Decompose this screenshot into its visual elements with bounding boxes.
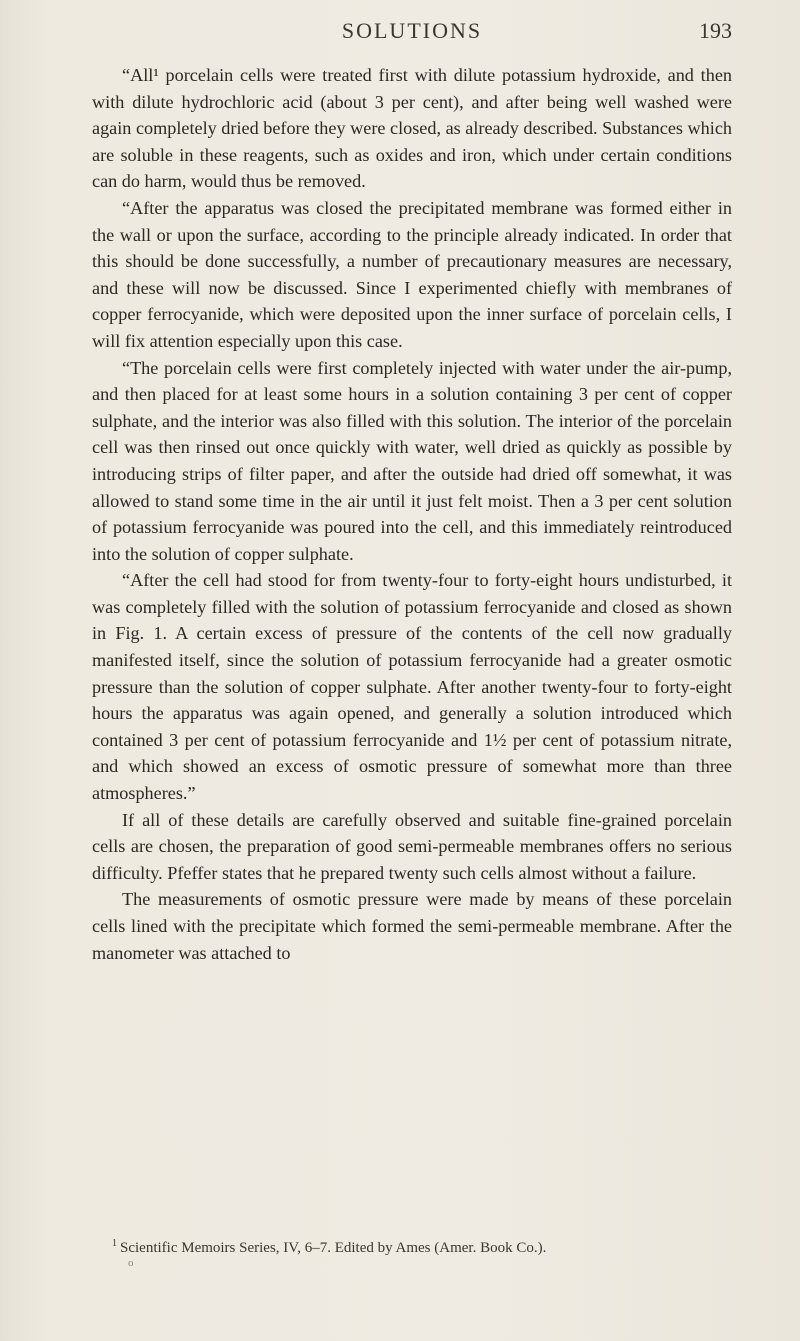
paragraph-1: “All¹ porcelain cells were treated first with dilute potassium hydroxide, and then with dilute hydrochloric acid (about 3 per cent), and after being well washed were again completely dried before they were closed, as already described. Substances which are soluble in these reagents, such as oxides and iron, which under certain conditions can do harm, would thus be removed. (92, 65, 732, 192)
page-header (92, 18, 732, 48)
stray-print-mark: o (128, 1257, 134, 1269)
paragraph-5: If all of these details are carefully observed and suitable fine-grained porcelain cells are chosen, the preparation of good semi-permeable membranes offers no serious difficulty. Pfeffer states that he prepared twenty such cells almost without a failure. (92, 809, 732, 883)
page-number: 193 (699, 18, 732, 43)
footnote (112, 1234, 732, 1258)
paragraph-3: “The porcelain cells were first completely injected with water under the air-pump, and then placed for at least some hours in a solution containing 3 per cent of copper sulphate, and the interior was also filled with this solution. The interior of the porcelain cell was then rinsed out once quickly with water, well dried as quickly as possible by introducing strips of filter paper, and after the outside had dried off somewhat, it was allowed to stand some time in the air until it just felt moist. Then a 3 per cent solution of potassium ferrocyanide was poured into the cell, and this immediately reintroduced into the solution of copper sulphate. (92, 357, 732, 564)
footnote-mark: 1 (112, 1238, 117, 1249)
running-head: SOLUTIONS (341, 18, 483, 43)
footnote-text: Scientific Memoirs Series, IV, 6–7. Edited by Ames (Amer. Book Co.). (120, 1240, 547, 1256)
paragraph-2: “After the apparatus was closed the precipitated membrane was formed either in the wall or upon the surface, according to the principle already indicated. In order that this should be done successfully, a number of precautionary measures are necessary, and these will now be discussed. Since I experimented chiefly with membranes of copper ferrocyanide, which were deposited upon the inner surface of porcelain cells, I will fix attention especially upon this case. (92, 197, 732, 351)
body-text (92, 62, 732, 966)
paragraph-4: “After the cell had stood for from twenty-four to forty-eight hours undisturbed, it was completely filled with the solution of potassium ferrocyanide and closed as shown in Fig. 1. A certain excess of pressure of the contents of the cell now gradually manifested itself, since the solution of potassium ferrocyanide had a greater osmotic pressure than the solution of copper sulphate. After another twenty-four to forty-eight hours the apparatus was again opened, and generally a solution introduced which contained 3 per cent of potassium ferrocyanide and 1½ per cent of potassium nitrate, and which showed an excess of osmotic pressure of somewhat more than three atmospheres.” (92, 570, 732, 804)
paragraph-6: The measurements of osmotic pressure were made by means of these porcelain cells lined with the precipitate which formed the semi-permeable membrane. After the manometer was attached to (92, 889, 732, 963)
